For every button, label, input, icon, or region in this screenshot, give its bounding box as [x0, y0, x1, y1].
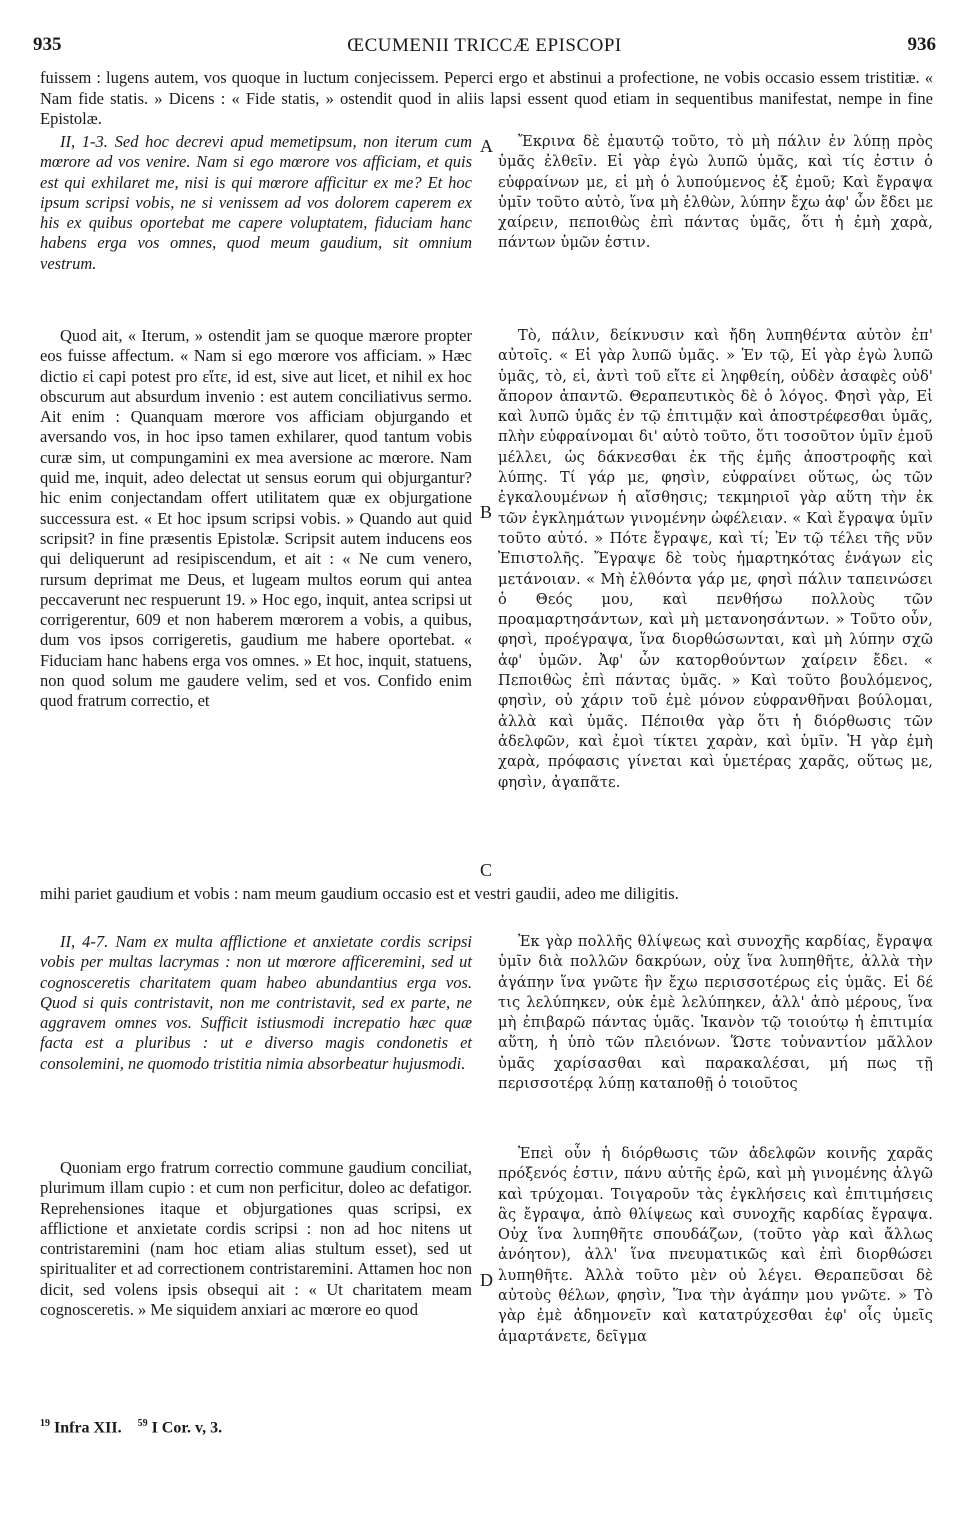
latin-section-1 [40, 132, 472, 274]
footnote-2-number: 59 [137, 1418, 148, 1429]
margin-marker-c: C [480, 860, 493, 880]
page-number-right: 936 [907, 34, 936, 55]
margin-marker-b: B [480, 502, 493, 522]
greek-text-4: Ἐπεὶ οὖν ἡ διόρθωσις τῶν ἀδελφῶν κοινῆς χαρᾶς πρόξενός ἐστιν, πάνυ αὐτῆς ἐρῶ, καὶ μὴ γινομένης ἀλγῶ καὶ τρύχομαι. Τοιγαροῦν τὰς ἐγκλήσεις καὶ ἐπιτιμήσεις ἃς ἔγραψα, ἀπὸ θλίψεως καὶ συνοχῆς καρδίας ἔγραψα. Οὐχ ἵνα λυπηθῆτε σπουδάζων, (τοῦτο γὰρ καὶ ἄλλως ἀνόητον), ἀλλ' ἵνα πνευματικῶς καὶ ἐπὶ διορθώσει λυπηθῆτε. Ἀλλὰ τοῦτο μὲν οὐ λέγει. Θεραπεῦσαι δὲ αὐτοὺς θέλων, φησὶν, Ἵνα τὴν ἀγάπην μου γνῶτε. » Τὸ γὰρ ἐμὲ ἀδημονεῖν καὶ κατατρύχεσθαι ἐφ' οἷς ὑμεῖς ἁμαρτάνετε, δεῖγμα [498, 1145, 933, 1345]
bridge-paragraph: mihi pariet gaudium et vobis : nam meum gaudium occasio est et vestri gaudii, adeo me diligitis. [40, 884, 679, 903]
footnotes [40, 1418, 222, 1437]
margin-marker-a: A [480, 136, 493, 156]
greek-text-3: Ἐκ γὰρ πολλῆς θλίψεως καὶ συνοχῆς καρδίας, ἔγραψα ὑμῖν διὰ πολλῶν δακρύων, οὐχ ἵνα λυπηθῆτε, ἀλλὰ τὴν ἀγάπην ἵνα γνῶτε ἣν ἔχω περισσοτέρως εἰς ὑμᾶς. Εἰ δέ τις λελύπηκεν, οὐκ ἐμὲ λελύπηκεν, ἀλλ' ἀπὸ μέρους, ἵνα μὴ ἐπιβαρῶ πάντας ὑμᾶς. Ἱκανὸν τῷ τοιούτῳ ἡ ἐπιτιμία αὕτη, ἡ ὑπὸ τῶν πλειόνων. Ὥστε τοὐναντίον μᾶλλον ὑμᾶς χαρίσασθαι καὶ παρακαλέσαι, μή πως τῇ περισσοτέρᾳ λύπῃ καταποθῇ ὁ τοιοῦτος [498, 933, 933, 1093]
latin-section-2 [40, 326, 472, 712]
greek-text-1: Ἔκρινα δὲ ἐμαυτῷ τοῦτο, τὸ μὴ πάλιν ἐν λύπῃ πρὸς ὑμᾶς ἐλθεῖν. Εἰ γὰρ ἐγὼ λυπῶ ὑμᾶς, καὶ τίς ἐστιν ὁ εὐφραίνων με, εἰ μὴ ὁ λυπούμενος ἐξ ἐμοῦ; Καὶ ἔγραψα ὑμῖν τοῦτο αὐτὸ, ἵνα μὴ ἐλθὼν, λύπην ἔχω ἀφ' ὧν ἔδει με χαίρειν, πεποιθὼς ἐπὶ πάντας ὑμᾶς, ὅτι ἡ ἐμὴ χαρὰ, πάντων ὑμῶν ἐστιν. [498, 133, 933, 252]
latin-section-4 [40, 1158, 472, 1320]
greek-section-2 [498, 326, 933, 793]
latin-text-2: Quod ait, « Iterum, » ostendit jam se quoque mærore propter eos fuisse affectum. « Nam si ego mœrore vos afficiam. » Hæc dictio εἰ capi potest pro εἴτε, id est, sive aut licet, et nihil ex hoc obscurum aut absurdum invenio : est autem conciliativus sermo. Ait enim : Quanquam mœrore vos afficiam objurgando et aversando vos, in hoc ipso tamen exhilarer, quod tantum vobis curæ sim, ut compungamini ex mea aversione ac mœrore. Nam quid me, inquit, adeo delectat ut sensus eorum qui objurgantur? hic enim conjectandam offert utilitatem quæ ex objurgatione successura est. « Et hoc ipsum scripsi vobis. » Quando aut quid scripsit? in fine præsentis Epistolæ. Scripsit autem inducens eos qui deliquerunt ad resipiscendum, et ait : « Ne cum venero, rursum deprimat me Deus, et lugeam multos eorum qui antea peccaverunt nec respuerunt 19. » Hoc ego, inquit, antea scripsi ut corrigerentur, 609 et non haberem mœrorem a vobis, a quibus, dum vos ipsos corrigeretis, gaudium me habere oportebat. « Fiduciam hanc habens erga vos omnes. » Et hoc, inquit, statuens, non quod solum me gaudere velim, sed et vos. Confido enim quod fratrum correctio, et [40, 326, 472, 711]
running-title: ŒCUMENII TRICCÆ EPISCOPI [347, 35, 622, 56]
footnote-1-number: 19 [40, 1418, 50, 1429]
intro-paragraph: fuissem : lugens autem, vos quoque in luctum conjecissem. Peperci ergo et abstinui a profectione, ne vobis occasio essem tristitiæ. « Nam fide statis. » Dicens : « Fide statis, » ostendit quod in aliis lapsi essent quod etiam in sequentibus manifestat, nempe in fine Epistolæ. [40, 68, 933, 129]
footnote-1-text: Infra XII. [54, 1419, 122, 1437]
latin-text-4: Quoniam ergo fratrum correctio commune gaudium conciliat, plurimum illam cupio : et cum non perficitur, doleo ac defatigor. Reprehensiones itaque et objurgationes quas scripsi, ex afflictione et anxietate cordis scripsi : non ad hoc nitens ut contristaremini (nam hoc etiam alias stultum esset), sed ut spiritualiter et ad correctionem contristaremini. Attamen hoc non dicit, sed volens ipsis obsequi ait : « Ut charitatem meam cognosceretis. » Me siquidem anxiari ac mœrore eo quod [40, 1158, 472, 1320]
latin-text-1: II, 1-3. Sed hoc decrevi apud memetipsum, non iterum cum mœrore ad vos venire. Nam si ego mœrore vos afficiam, et quis est qui exhilaret me, nisi is qui mœrore afficitur ex me? Et hoc ipsum scripsi vobis, ne si venissem ad vos dolorem caperem ex his ex quibus oportebat me capere voluptatem, fiduciam hanc habens erga vos omnes, quod meum gaudium, sit omnium vestrum. [40, 132, 472, 273]
latin-text-3: II, 4-7. Nam ex multa afflictione et anxietate cordis scripsi vobis per multas lacrymas : non ut mœrore afficeremini, sed ut cognosceretis charitatem quam habeo abundantius erga vos. Quod si quis contristavit, non me contristavit, sed ex parte, ne aggravem omnes vos. Sufficit istiusmodi increpatio hæc quæ facta est a pluribus : ut e diverso magis condonetis et consolemini, ne quomodo tristitia nimia absorbeatur hujusmodi. [40, 932, 472, 1073]
greek-text-2: Τὸ, πάλιν, δείκνυσιν καὶ ἤδη λυπηθέντα αὐτὸν ἐπ' αὐτοῖς. « Εἰ γὰρ λυπῶ ὑμᾶς. » Ἐν τῷ, Εἰ γὰρ ἐγὼ λυπῶ ὑμᾶς, τὸ, εἰ, ἀντὶ τοῦ εἴτε εἰ ληφθείη, οὐδὲν ἀσαφὲς οὐδ' ἄπορον ἀπαντῶ. Θεραπευτικὸς δὲ ὁ λόγος. Φησὶ γὰρ, Εἰ καὶ λυπῶ ὑμᾶς ἐν τῷ ἐπιτιμᾷν καὶ ἀποστρέφεσθαι ὑμᾶς, πλὴν εὐφραίνομαι δι' αὐτὸ τοῦτο, ὅτι τοσοῦτον ὑμῖν ἐμοῦ μέλλει, ὡς δάκνεσθαι ἐκ τῆς ἐμῆς ἀποστροφῆς καὶ λύπης. Τί γάρ με, φησὶν, εὐφραίνει οὕτως, ὡς τῶν ἐγκαλουμένων ἡ αἴσθησις; τεκμηριοῖ γὰρ αὕτη τὴν ἐκ τῶν ἐγκλημάτων γινομένην ὠφέλειαν. « Καὶ ἔγραψα ὑμῖν τοῦτο αὐτό. » Πότε ἔγραψε, καὶ τί; Ἐν τῷ τέλει τῆς νῦν Ἐπιστολῆς. Ἔγραψε δὲ τοὺς ἡμαρτηκότας ἐνάγων εἰς μετάνοιαν. « Μὴ ἐλθόντα γάρ με, φησὶ πάλιν ταπεινώσει ὁ Θεός μου, καὶ πενθήσω πολλοὺς τῶν προαμαρτησάντων, καὶ μὴ μετανοησάντων. » Τοῦτο οὖν, φησὶ, προέγραψα, ἵνα διορθώσωνται, καὶ μὴ λύπην σχῶ ἀφ' ὑμῶν. Ἀφ' ὧν κατορθούντων χαίρειν ἔδει. « Πεποιθὼς ἐπὶ πάντας ὑμᾶς. » Καὶ τοῦτο βουλόμενος, φησὶν, οὐ χάριν τοῦ ἐμὲ μόνον εὐφρανθῆναι βούλομαι, ἀλλὰ καὶ ὑμᾶς. Πέποιθα γὰρ ὅτι ἡ διόρθωσις τῶν ἀδελφῶν, καὶ ἐμοὶ τίκτει χαρὰν, καὶ ὑμῖν. Ἡ γὰρ ἐμὴ χαρὰ, πρόφασις γίνεται καὶ ὑμετέρας χαρᾶς, οὕτως με, φησὶν, ἀγαπᾶτε. [498, 327, 933, 791]
running-header [33, 34, 936, 60]
greek-section-4 [498, 1144, 933, 1347]
page-number-left: 935 [33, 34, 62, 55]
greek-section-3 [498, 932, 933, 1094]
latin-section-3 [40, 932, 472, 1074]
footnote-2-text: I Cor. v, 3. [151, 1419, 223, 1437]
margin-marker-d: D [480, 1270, 493, 1290]
greek-section-1 [498, 132, 933, 254]
